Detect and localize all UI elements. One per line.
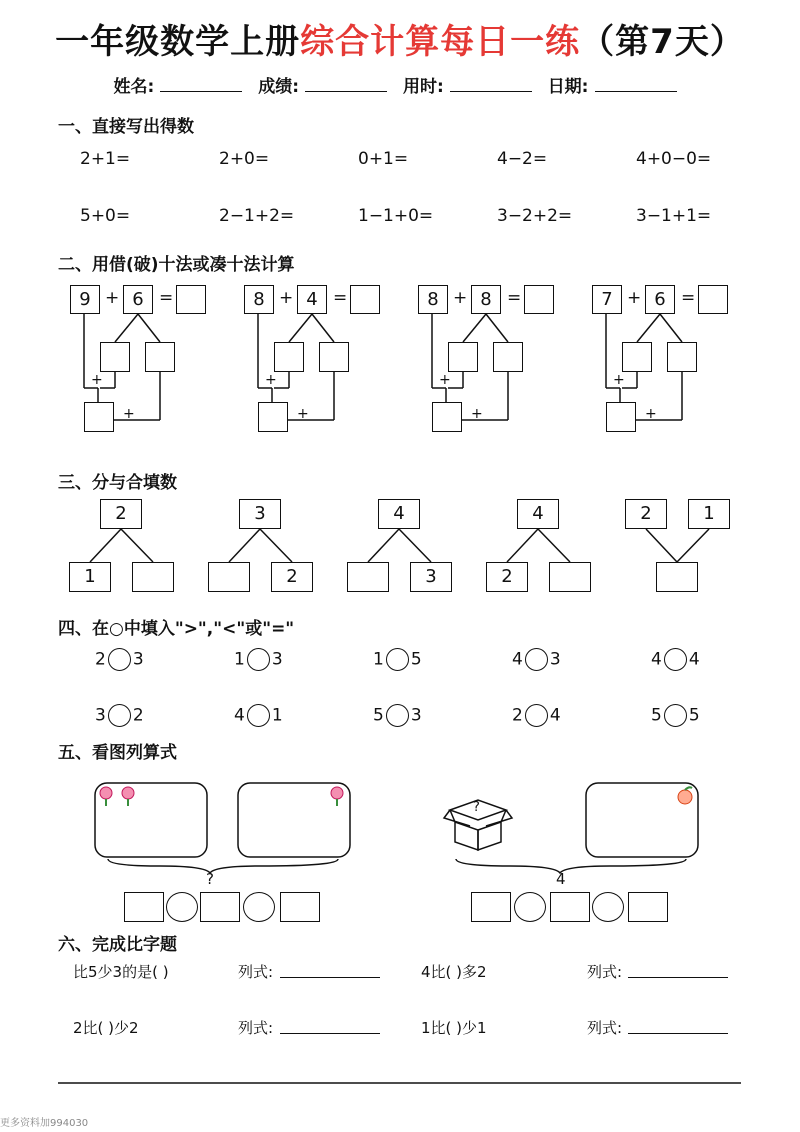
addend-a-box: 8 <box>418 285 448 314</box>
plus-sign: + <box>645 406 657 422</box>
s1-problem: 1−1+0= <box>358 206 434 226</box>
addend-b-box: 4 <box>297 285 327 314</box>
s1-problem: 0+1= <box>358 149 409 169</box>
equation-operator-circle[interactable] <box>514 892 546 922</box>
answer-box[interactable] <box>350 285 380 314</box>
compare-item: 4 1 <box>234 705 283 726</box>
s1-problem: 4+0−0= <box>636 149 712 169</box>
split-box[interactable] <box>100 342 130 372</box>
equation-result-box[interactable] <box>280 892 320 922</box>
part-box: 3 <box>410 562 452 592</box>
s1-problem: 5+0= <box>80 206 131 226</box>
compare-circle[interactable] <box>386 648 409 671</box>
expression-label: 列式: <box>587 963 623 981</box>
expression-label: 列式: <box>238 1019 274 1037</box>
plus-sign: + <box>471 406 483 422</box>
addend-a-box: 8 <box>244 285 274 314</box>
equation-number-box[interactable] <box>200 892 240 922</box>
part-box-blank[interactable] <box>347 562 389 592</box>
compare-item: 2 3 <box>95 649 144 670</box>
split-box[interactable] <box>274 342 304 372</box>
sum-box[interactable] <box>84 402 114 432</box>
sum-box[interactable] <box>432 402 462 432</box>
word-problem: 4比( )多2 <box>421 963 487 981</box>
whole-box: 4 <box>517 499 559 529</box>
equals-sign: = <box>681 288 696 308</box>
date-label: 日期: <box>547 77 589 97</box>
split-box[interactable] <box>667 342 697 372</box>
answer-box[interactable] <box>698 285 728 314</box>
compare-circle[interactable] <box>664 648 687 671</box>
plus-sign: + <box>439 372 451 388</box>
equals-sign: = <box>159 288 174 308</box>
plus-sign: + <box>627 288 642 308</box>
part-box: 2 <box>271 562 313 592</box>
whole-box: 4 <box>378 499 420 529</box>
compare-circle[interactable] <box>247 704 270 727</box>
equals-sign: = <box>333 288 348 308</box>
split-box[interactable] <box>145 342 175 372</box>
title-highlight: 综合计算每日一练 <box>300 22 581 62</box>
part-box-blank[interactable] <box>549 562 591 592</box>
plus-sign: + <box>91 372 103 388</box>
compare-item: 4 4 <box>651 649 700 670</box>
word-problem: 比5少3的是( ) <box>73 963 169 981</box>
equals-sign: = <box>507 288 522 308</box>
compare-item: 5 3 <box>373 705 422 726</box>
addend-b-box: 8 <box>471 285 501 314</box>
sum-box[interactable] <box>606 402 636 432</box>
part-box-blank[interactable] <box>132 562 174 592</box>
expression-line[interactable] <box>628 1033 728 1034</box>
addend-b-box: 6 <box>123 285 153 314</box>
compare-circle[interactable] <box>108 648 131 671</box>
equation-number-box[interactable] <box>550 892 590 922</box>
section3-heading: 三、分与合填数 <box>58 473 177 493</box>
expression-line[interactable] <box>628 977 728 978</box>
compare-circle[interactable] <box>525 704 548 727</box>
s1-problem: 4−2= <box>497 149 548 169</box>
whole-box: 3 <box>239 499 281 529</box>
watermark: 更多资料加994030 <box>0 1118 89 1129</box>
left-total-label: ? <box>206 870 214 888</box>
addend-a-box: 9 <box>70 285 100 314</box>
name-label: 姓名: <box>113 77 155 97</box>
box-question-mark: ? <box>473 800 480 815</box>
right-total-label: 4 <box>556 870 566 888</box>
expression-label: 列式: <box>238 963 274 981</box>
word-problem: 2比( )少2 <box>73 1019 139 1037</box>
section4-heading: 四、在○中填入">","<"或"=" <box>58 619 295 639</box>
time-label: 用时: <box>402 77 444 97</box>
whole-box: 2 <box>100 499 142 529</box>
equation-operator-circle[interactable] <box>243 892 275 922</box>
compare-item: 2 4 <box>512 705 561 726</box>
title-day: （第7天） <box>580 22 745 62</box>
s1-problem: 2−1+2= <box>219 206 295 226</box>
title-main: 一年级数学上册 <box>55 22 301 62</box>
section5-heading: 五、看图列算式 <box>58 743 177 763</box>
equation-result-box[interactable] <box>628 892 668 922</box>
expression-label: 列式: <box>587 1019 623 1037</box>
s1-problem: 3−2+2= <box>497 206 573 226</box>
sum-box[interactable] <box>258 402 288 432</box>
part-box: 2 <box>625 499 667 529</box>
plus-sign: + <box>297 406 309 422</box>
s1-problem: 2+1= <box>80 149 131 169</box>
score-label: 成绩: <box>258 77 300 97</box>
equation-operator-circle[interactable] <box>166 892 198 922</box>
plus-sign: + <box>613 372 625 388</box>
answer-box[interactable] <box>524 285 554 314</box>
expression-line[interactable] <box>280 1033 380 1034</box>
compare-circle[interactable] <box>386 704 409 727</box>
addend-b-box: 6 <box>645 285 675 314</box>
part-box-blank[interactable] <box>208 562 250 592</box>
compare-item: 1 3 <box>234 649 283 670</box>
compare-item: 3 2 <box>95 705 144 726</box>
expression-line[interactable] <box>280 977 380 978</box>
plus-sign: + <box>265 372 277 388</box>
plus-sign: + <box>453 288 468 308</box>
compare-circle[interactable] <box>247 648 270 671</box>
split-box[interactable] <box>493 342 523 372</box>
split-box[interactable] <box>622 342 652 372</box>
part-box: 2 <box>486 562 528 592</box>
split-box[interactable] <box>319 342 349 372</box>
plus-sign: + <box>279 288 294 308</box>
section1-heading: 一、直接写出得数 <box>58 117 194 137</box>
plus-sign: + <box>123 406 135 422</box>
plus-sign: + <box>105 288 120 308</box>
whole-box-blank[interactable] <box>656 562 698 592</box>
part-box: 1 <box>69 562 111 592</box>
word-problem: 1比( )少1 <box>421 1019 487 1037</box>
answer-box[interactable] <box>176 285 206 314</box>
s1-problem: 2+0= <box>219 149 270 169</box>
s1-problem: 3−1+1= <box>636 206 712 226</box>
equation-operator-circle[interactable] <box>592 892 624 922</box>
split-box[interactable] <box>448 342 478 372</box>
equation-number-box[interactable] <box>471 892 511 922</box>
section2-heading: 二、用借(破)十法或凑十法计算 <box>58 255 295 275</box>
compare-item: 4 3 <box>512 649 561 670</box>
compare-item: 5 5 <box>651 705 700 726</box>
addend-a-box: 7 <box>592 285 622 314</box>
equation-number-box[interactable] <box>124 892 164 922</box>
compare-circle[interactable] <box>108 704 131 727</box>
part-box: 1 <box>688 499 730 529</box>
compare-circle[interactable] <box>525 648 548 671</box>
compare-circle[interactable] <box>664 704 687 727</box>
section6-heading: 六、完成比字题 <box>58 935 177 955</box>
compare-item: 1 5 <box>373 649 422 670</box>
